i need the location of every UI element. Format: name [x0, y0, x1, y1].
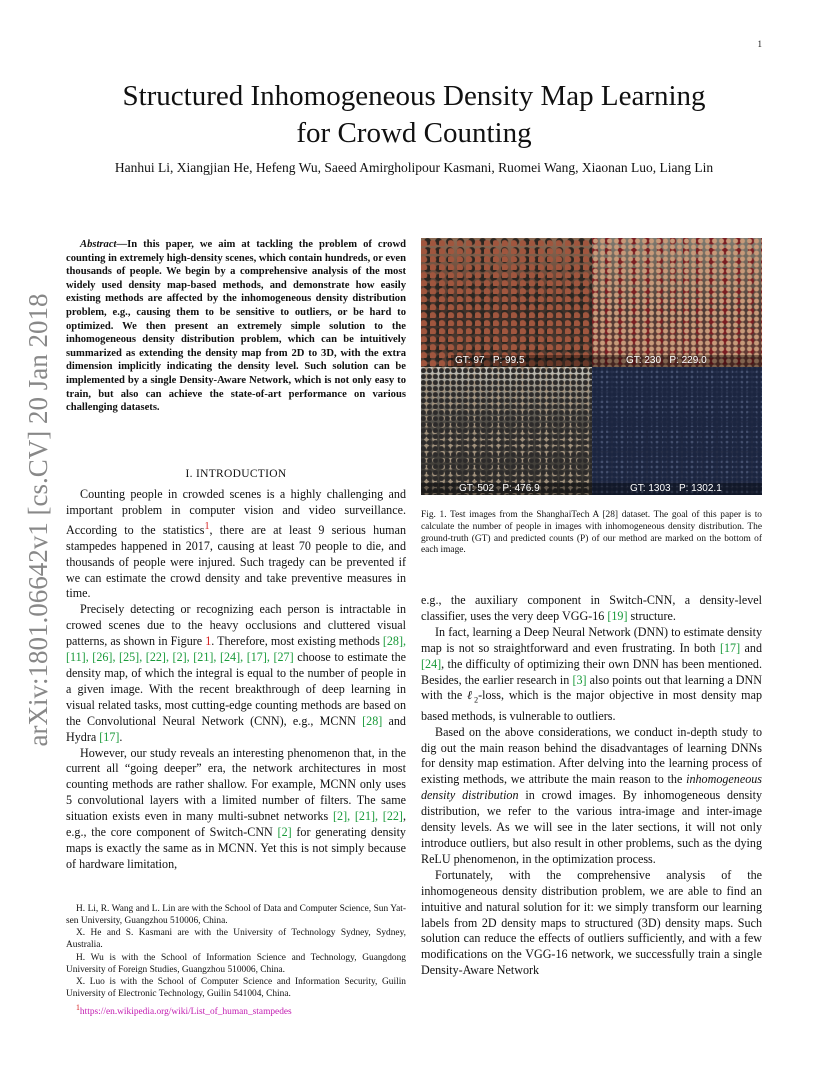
- pred-value: P: 229.0: [669, 355, 707, 366]
- citation[interactable]: [17]: [719, 640, 741, 655]
- text-run: in crowd images. By inhomogeneous density distribution, we refer to the various intra-image and inter-image density levels. As we will see in the later sections, it will not only introduce outliers, but also result in other problems, such as the dying ReLU phenomenon, in the optimization process.: [421, 788, 762, 866]
- abstract-label: Abstract: [80, 239, 117, 250]
- title-line-1: Structured Inhomogeneous Density Map Learning: [122, 80, 706, 112]
- citation[interactable]: [28]: [362, 713, 383, 728]
- author-list: Hanhui Li, Xiangjian He, Hefeng Wu, Saeed Amirgholipour Kasmani, Ruomei Wang, Xiaonan Luo, Liang Lin: [114, 160, 714, 175]
- count-label-3: [421, 483, 592, 495]
- figure-1: [421, 238, 762, 495]
- gt-value: GT: 1303: [630, 483, 671, 494]
- text-run: Precisely detecting or recognizing each person is intractable in crowed scenes due to the heavy occlusions and cluttered visual patterns, as shown in Figure: [66, 602, 406, 649]
- text-run: and Hydra: [66, 713, 406, 744]
- intro-paragraph-2: [66, 602, 406, 745]
- text-run: choose to estimate the density map, of which the integral is equal to the number of people in a given image. With the recent breakthrough of deep learning in visual related tasks, most cutting-edge counting methods are based on the Convolutional Neural Network (CNN), e.g., MCNN: [66, 650, 407, 728]
- text-run: and: [740, 640, 762, 655]
- title-line-2: for Crowd Counting: [296, 117, 532, 149]
- right-paragraph-1: [421, 593, 762, 625]
- figure-1-caption: Fig. 1. Test images from the ShanghaiTech A [28] dataset. The goal of this paper is to calculate the number of people in images with inhomogeneous density distribution. The ground-truth (GT) and predicted counts (P) of our method are marked on the bottom of each image.: [421, 510, 762, 556]
- intro-paragraph-3: [66, 746, 406, 873]
- right-paragraph-3: [421, 725, 762, 868]
- citation[interactable]: [2], [21], [22]: [333, 809, 403, 824]
- citation[interactable]: [3]: [572, 672, 587, 687]
- text-run: for generating density maps is exactly the same as in MCNN. Yet this is not simply because of hardware limitation,: [66, 825, 406, 871]
- introduction-body: [66, 487, 406, 873]
- gt-value: GT: 97: [455, 355, 485, 366]
- crowd-photo-3: [421, 367, 592, 495]
- section-heading-introduction: I. INTRODUCTION: [185, 468, 287, 480]
- count-label-4: [592, 483, 762, 495]
- crowd-photo-1: [421, 238, 592, 367]
- loss-symbol: ℓ: [467, 688, 475, 703]
- footnote-affiliation-4: X. Luo is with the School of Computer Science and Information Security, Guilin University of Electronic Technology, Guilin 541004, China.: [66, 977, 406, 999]
- citation[interactable]: [24]: [421, 656, 442, 671]
- pred-value: P: 99.5: [492, 355, 525, 366]
- arxiv-stamp: arXiv:1801.06642v1 [cs.CV] 20 Jan 2018: [23, 293, 53, 747]
- page-number: 1: [757, 39, 762, 49]
- footnote-affiliation-1: H. Li, R. Wang and L. Lin are with the School of Data and Computer Science, Sun Yat-sen University, Guangzhou 510006, China.: [66, 904, 406, 926]
- text-run: , there are at least 9 serious human stampedes happened in 2017, causing at least 70 people to die, and thousands of people were injured. Such tragedy can be prevented if we can estimate the crowd density and take preventive measures in time.: [66, 522, 407, 601]
- pred-value: P: 1302.1: [678, 483, 722, 494]
- gt-value: GT: 230: [626, 355, 662, 366]
- text-run: . Therefore, most existing methods: [211, 634, 383, 649]
- text-run: structure.: [627, 608, 676, 623]
- figure-reference[interactable]: 1: [205, 634, 212, 649]
- count-label-2: [592, 355, 762, 367]
- right-paragraph-4: Fortunately, with the comprehensive analysis of the inhomogeneous density distribution problem, we are able to find an intuitive and natural solution for it: we simply transform our learning labels from 2D density maps to structured (3D) density maps. Such solution can reduce the effects of outliers sufficiently, and with a few modifications on the VGG-16 network, we successfully train a single Density-Aware Network: [421, 867, 762, 978]
- crowd-photo-4: [592, 367, 762, 495]
- paper-title: [40, 78, 788, 152]
- intro-paragraph-1: [66, 487, 406, 602]
- loss-subscript: 2: [474, 695, 479, 705]
- citation[interactable]: [2]: [277, 825, 292, 840]
- text-run: In fact, learning a Deep Neural Network (DNN) to estimate density map is not so straightforward and even frustrating. In both: [421, 624, 762, 655]
- text-run: Counting people in crowded scenes is a highly challenging and important problem in computer vision and video surveillance. According to the statistics: [66, 487, 406, 537]
- footnote-number: 1: [76, 1002, 80, 1012]
- footnote-link-row: [66, 1002, 406, 1019]
- footnote-affiliation-3: H. Wu is with the School of Information Science and Technology, Guangdong University of Foreign Studies, Guangzhou 510006, China.: [66, 952, 406, 975]
- abstract: [66, 238, 406, 415]
- citation[interactable]: [17]: [99, 729, 120, 744]
- citation[interactable]: [19]: [607, 608, 628, 623]
- gt-value: GT: 502: [459, 483, 495, 494]
- text-run: , the difficulty of optimizing their own DNN has been mentioned. Besides, the earlier research in: [421, 656, 762, 687]
- text-run: , e.g., the core component of Switch-CNN: [66, 809, 406, 840]
- count-label-1: [451, 355, 592, 367]
- stampedes-link[interactable]: https://en.wikipedia.org/wiki/List_of_human_stampedes: [79, 1006, 292, 1017]
- emphasis: inhomogeneous density distribution: [421, 772, 762, 803]
- introduction-body-continued: [421, 593, 762, 979]
- footnote-marker[interactable]: 1: [204, 520, 210, 532]
- text-run: also points out that learning a DNN with the: [421, 672, 762, 703]
- text-run: -loss, which is the major objective in most density map based methods, is vulnerable to outliers.: [421, 688, 762, 723]
- text-run: .: [119, 729, 123, 744]
- abstract-text: —In this paper, we aim at tackling the problem of crowd counting in extremely high-density scenes, which contain hundreds, or even thousands of people. We begin by a comprehensive analysis of the most widely used density map-based methods, and demonstrate how easily existing methods are affected by the inhomogeneous density distribution problem, e.g., causing them to be sensitive to outliers, or be hard to optimized. We then present an extremely simple solution to the inhomogeneous density distribution problem, which can be intuitively summarized as extending the density map from 2D to 3D, with the extra dimension implicitly indicating the density level. Such solution can be implemented by a single Density-Aware Network, which is not only easy to train, but also can achieve the state-of-art performance on various challenging datasets.: [66, 239, 406, 414]
- text-run: However, our study reveals an interesting phenomenon that, in the current all “going deeper” era, the network architectures in most counting methods are rather shallow. For example, MCNN only uses 5 convolutional layers with a limited number of filters. The same situation exists even in many multi-subnet networks: [66, 745, 406, 824]
- text-run: Based on the above considerations, we conduct in-depth study to dig out the main reason behind the disadvantages of learning DNNs for density map estimation. After delving into the learning process of existing methods, we attribute the main reason to the: [421, 724, 762, 787]
- crowd-photo-2: [592, 238, 762, 367]
- footnote-affiliation-2: X. He and S. Kasmani are with the University of Technology Sydney, Sydney, Australia.: [66, 928, 406, 951]
- right-paragraph-2: [421, 625, 762, 725]
- citation-list[interactable]: [28], [11], [26], [25], [22], [2], [21], [24], [17], [27]: [66, 634, 406, 665]
- pred-value: P: 476.9: [502, 483, 540, 494]
- text-run: e.g., the auxiliary component in Switch-CNN, a density-level classifier, uses the very deep VGG-16: [421, 593, 762, 623]
- author-footnotes: [66, 904, 406, 1019]
